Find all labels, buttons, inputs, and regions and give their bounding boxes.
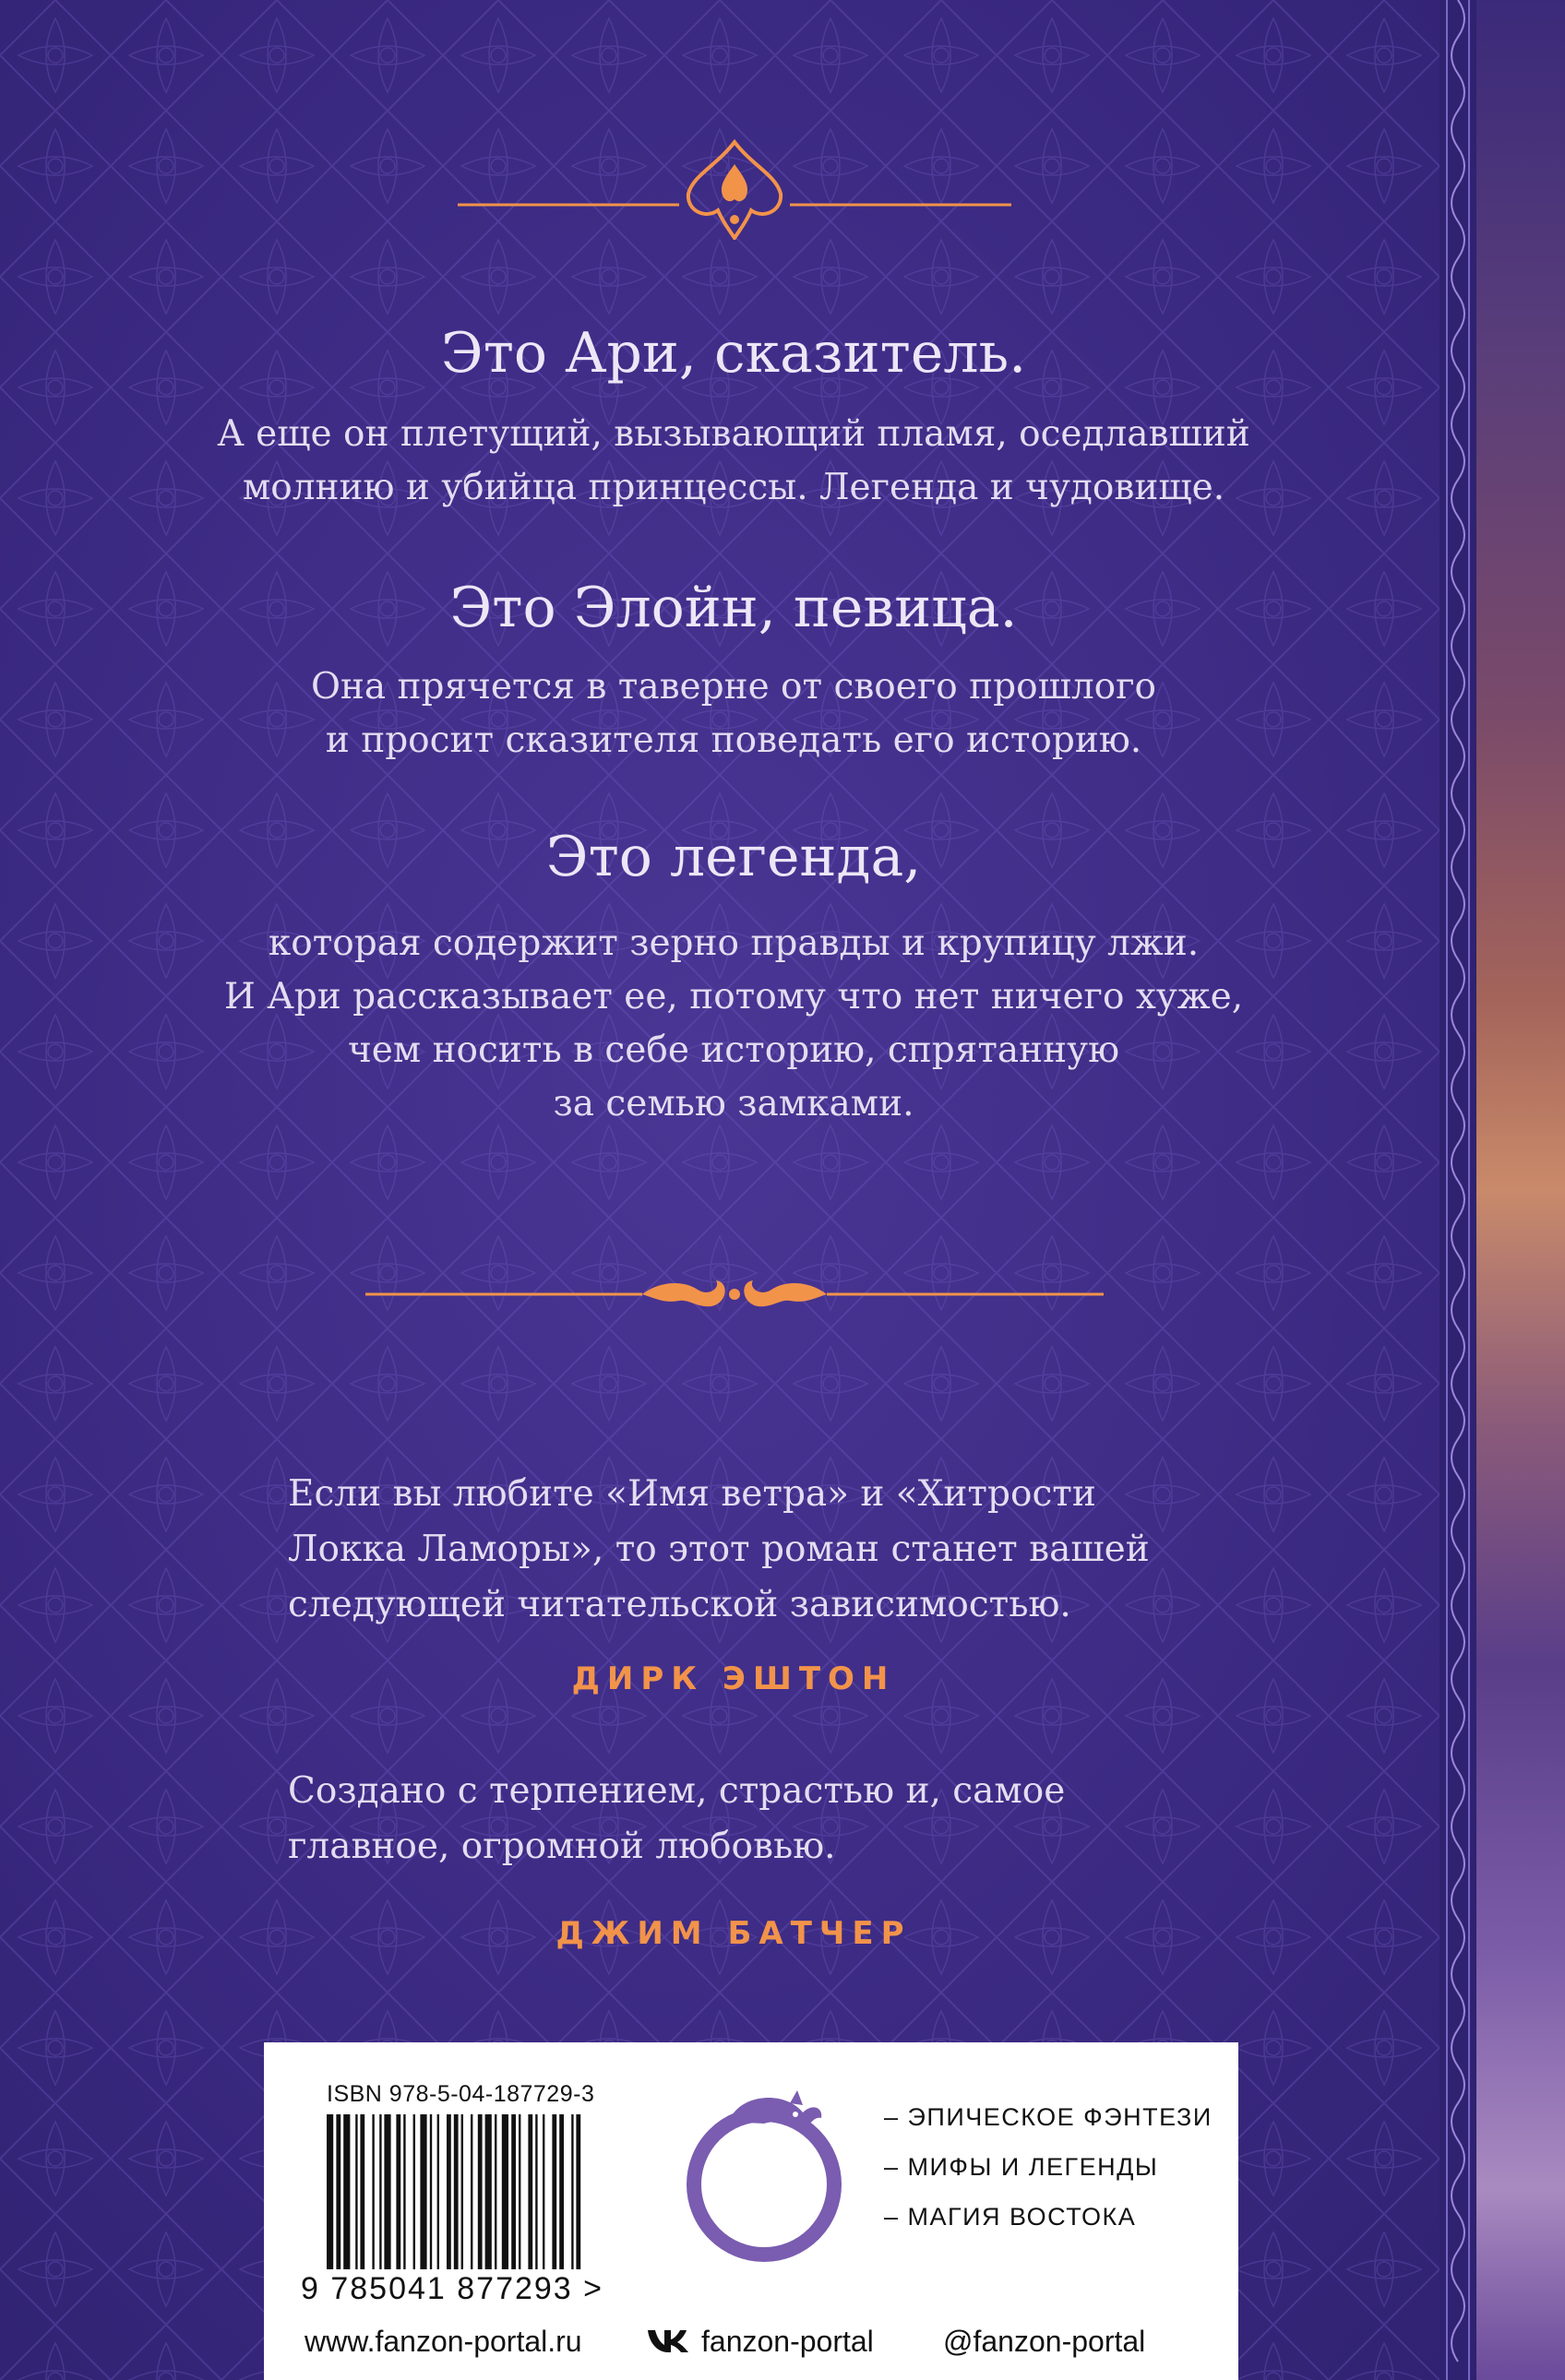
quote-author-2: ДЖИМ БАТЧЕР bbox=[556, 1915, 912, 1952]
social-handle[interactable]: @fanzon-portal bbox=[943, 2325, 1146, 2358]
genre-tag: – МАГИЯ ВОСТОКА bbox=[884, 2203, 1137, 2231]
barcode-panel bbox=[264, 2042, 1238, 2380]
isbn-label: ISBN 978-5-04-187729-3 bbox=[327, 2081, 595, 2107]
quote-text-2: Создано с терпением, страстью и, самое главное, огромной любовью. bbox=[288, 1770, 1066, 1867]
vk-icon[interactable] bbox=[646, 2326, 692, 2354]
top-ornament-icon bbox=[458, 138, 1011, 240]
paragraph-legend: которая содержит зерно правды и крупицу лжи. И Ари рассказывает ее, потому что нет ничего хуже, чем носить в себе историю, спрятанную за семью замками. bbox=[223, 922, 1244, 1125]
quote-author-1: ДИРК ЭШТОН bbox=[571, 1660, 896, 1697]
genre-tag: – МИФЫ И ЛЕГЕНДЫ bbox=[884, 2153, 1159, 2181]
heading-ari: Это Ари, сказитель. bbox=[440, 321, 1027, 386]
divider-ornament-icon bbox=[365, 1271, 1104, 1317]
barcode-digits: 9 785041 877293 > bbox=[301, 2271, 604, 2306]
vk-handle[interactable]: fanzon-portal bbox=[701, 2325, 874, 2358]
cover-art-edge bbox=[1467, 0, 1565, 2380]
genre-tag: – ЭПИЧЕСКОЕ ФЭНТЕЗИ bbox=[884, 2103, 1213, 2131]
ouroboros-icon bbox=[674, 2076, 854, 2269]
paragraph-eloin: Она прячется в таверне от своего прошлого и просит сказителя поведать его историю. bbox=[310, 666, 1157, 761]
website-link[interactable]: www.fanzon-portal.ru bbox=[305, 2325, 582, 2358]
heading-legend: Это легенда, bbox=[545, 825, 922, 889]
quote-text-1: Если вы любите «Имя ветра» и «Хитрости Локка Ламоры», то этот роман станет вашей следующей читательской зависимостью. bbox=[288, 1473, 1150, 1625]
paragraph-ari: А еще он плетущий, вызывающий пламя, оседлавший молнию и убийца принцессы. Легенда и чудовище. bbox=[217, 413, 1250, 508]
heading-eloin: Это Элойн, певица. bbox=[449, 576, 1018, 640]
barcode bbox=[325, 2114, 639, 2269]
